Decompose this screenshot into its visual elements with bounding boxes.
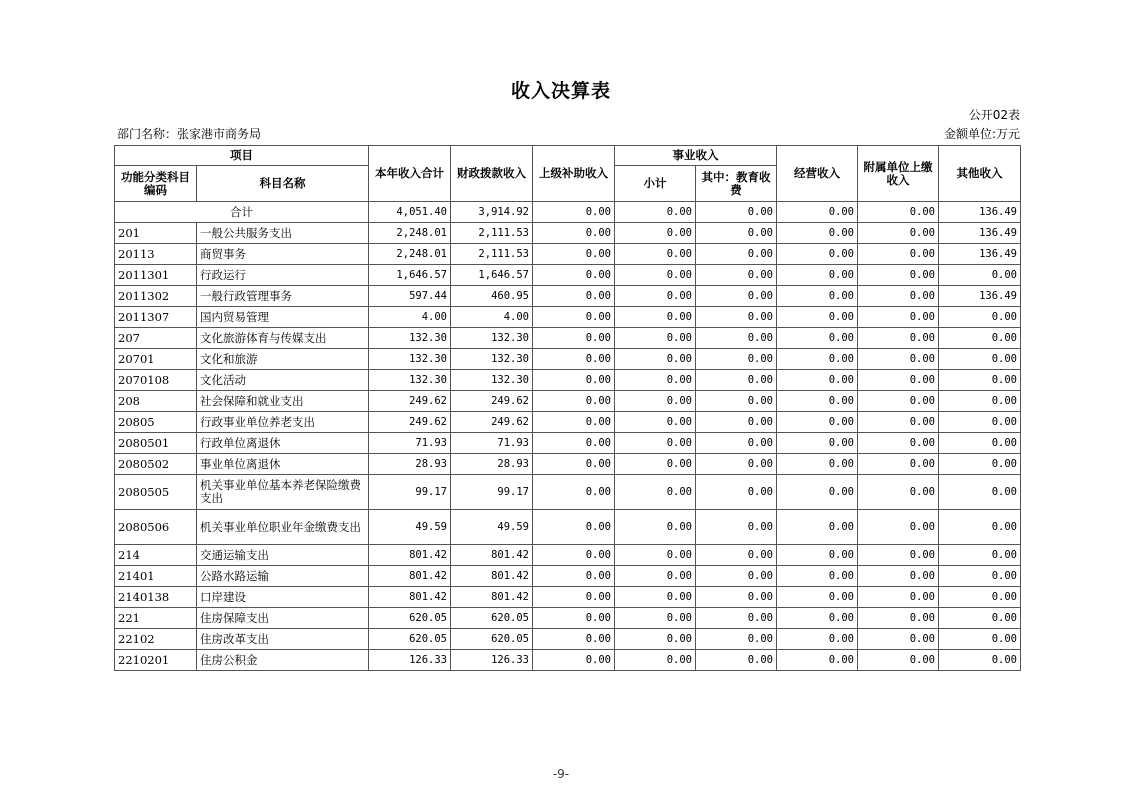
subject-code: 207 (115, 328, 197, 349)
subject-name: 机关事业单位职业年金缴费支出 (197, 510, 369, 545)
subject-name: 事业单位离退休 (197, 454, 369, 475)
subject-code: 20701 (115, 349, 197, 370)
table-row (115, 587, 1021, 608)
amount-cell: 620.05 (369, 629, 451, 650)
amount-cell: 0.00 (533, 391, 615, 412)
amount-cell: 0.00 (939, 566, 1021, 587)
total-cell: 4,051.40 (369, 202, 451, 223)
amount-cell: 0.00 (777, 629, 858, 650)
amount-cell: 0.00 (533, 566, 615, 587)
amount-cell: 4.00 (369, 307, 451, 328)
amount-cell: 801.42 (369, 566, 451, 587)
amount-cell: 0.00 (939, 433, 1021, 454)
amount-cell: 0.00 (777, 349, 858, 370)
header-other: 其他收入 (939, 146, 1021, 202)
header-func-code: 功能分类科目编码 (115, 166, 197, 202)
total-cell: 0.00 (533, 202, 615, 223)
amount-cell: 0.00 (533, 307, 615, 328)
total-label: 合计 (115, 202, 369, 223)
total-cell: 0.00 (777, 202, 858, 223)
subject-code: 21401 (115, 566, 197, 587)
amount-cell: 0.00 (696, 433, 777, 454)
amount-cell: 0.00 (939, 587, 1021, 608)
amount-cell: 0.00 (939, 454, 1021, 475)
amount-cell: 0.00 (533, 349, 615, 370)
amount-cell: 0.00 (615, 629, 696, 650)
subject-name: 一般行政管理事务 (197, 286, 369, 307)
amount-cell: 0.00 (533, 328, 615, 349)
amount-cell: 0.00 (858, 608, 939, 629)
amount-cell: 0.00 (696, 454, 777, 475)
total-cell: 3,914.92 (451, 202, 533, 223)
amount-unit: 金额单位:万元 (943, 127, 1020, 141)
amount-cell: 2,111.53 (451, 244, 533, 265)
amount-cell: 0.00 (858, 286, 939, 307)
amount-cell: 0.00 (696, 412, 777, 433)
amount-cell: 620.05 (451, 629, 533, 650)
header-business-income: 事业收入 (615, 146, 777, 166)
amount-cell: 28.93 (369, 454, 451, 475)
table-row (115, 650, 1021, 671)
table-row (115, 223, 1021, 244)
subject-code: 20805 (115, 412, 197, 433)
amount-cell: 0.00 (533, 433, 615, 454)
table-row (115, 349, 1021, 370)
amount-cell: 0.00 (696, 370, 777, 391)
amount-cell: 620.05 (451, 608, 533, 629)
amount-cell: 0.00 (777, 510, 858, 545)
subject-code: 2140138 (115, 587, 197, 608)
amount-cell: 28.93 (451, 454, 533, 475)
subject-code: 2080502 (115, 454, 197, 475)
subject-name: 文化和旅游 (197, 349, 369, 370)
amount-cell: 0.00 (777, 286, 858, 307)
subject-name: 行政事业单位养老支出 (197, 412, 369, 433)
amount-cell: 0.00 (777, 433, 858, 454)
amount-cell: 0.00 (533, 510, 615, 545)
amount-cell: 0.00 (858, 433, 939, 454)
subject-code: 2070108 (115, 370, 197, 391)
amount-cell: 0.00 (696, 265, 777, 286)
amount-cell: 126.33 (369, 650, 451, 671)
amount-cell: 49.59 (369, 510, 451, 545)
header-operating: 经营收入 (777, 146, 858, 202)
amount-cell: 0.00 (939, 650, 1021, 671)
header-subtotal: 小计 (615, 166, 696, 202)
amount-cell: 0.00 (858, 223, 939, 244)
amount-cell: 0.00 (696, 307, 777, 328)
amount-cell: 0.00 (858, 629, 939, 650)
amount-cell: 0.00 (615, 454, 696, 475)
subject-code: 2080505 (115, 475, 197, 510)
page-title: 收入决算表 (510, 80, 611, 102)
amount-cell: 0.00 (777, 391, 858, 412)
header-education-fee: 其中：教育收费 (696, 166, 777, 202)
amount-cell: 126.33 (451, 650, 533, 671)
amount-cell: 0.00 (858, 566, 939, 587)
amount-cell: 801.42 (369, 545, 451, 566)
amount-cell: 249.62 (451, 391, 533, 412)
amount-cell: 0.00 (533, 286, 615, 307)
amount-cell: 0.00 (777, 328, 858, 349)
total-cell: 0.00 (696, 202, 777, 223)
amount-cell: 0.00 (777, 650, 858, 671)
amount-cell: 0.00 (777, 608, 858, 629)
amount-cell: 71.93 (451, 433, 533, 454)
amount-cell: 0.00 (615, 587, 696, 608)
total-row (115, 202, 1021, 223)
amount-cell: 0.00 (533, 545, 615, 566)
amount-cell: 132.30 (369, 370, 451, 391)
amount-cell: 0.00 (858, 587, 939, 608)
subject-code: 214 (115, 545, 197, 566)
table-row (115, 608, 1021, 629)
amount-cell: 0.00 (939, 510, 1021, 545)
amount-cell: 0.00 (615, 566, 696, 587)
amount-cell: 136.49 (939, 286, 1021, 307)
amount-cell: 0.00 (858, 650, 939, 671)
amount-cell: 0.00 (696, 223, 777, 244)
amount-cell: 0.00 (939, 475, 1021, 510)
amount-cell: 0.00 (615, 349, 696, 370)
amount-cell: 0.00 (615, 244, 696, 265)
form-number: 公开02表 (968, 108, 1020, 122)
amount-cell: 0.00 (615, 223, 696, 244)
amount-cell: 0.00 (939, 370, 1021, 391)
subject-name: 机关事业单位基本养老保险缴费支出 (197, 475, 369, 510)
amount-cell: 71.93 (369, 433, 451, 454)
amount-cell: 0.00 (858, 307, 939, 328)
amount-cell: 0.00 (615, 265, 696, 286)
amount-cell: 49.59 (451, 510, 533, 545)
amount-cell: 99.17 (451, 475, 533, 510)
table-row (115, 433, 1021, 454)
amount-cell: 0.00 (858, 412, 939, 433)
subject-name: 公路水路运输 (197, 566, 369, 587)
amount-cell: 0.00 (939, 349, 1021, 370)
amount-cell: 0.00 (696, 286, 777, 307)
amount-cell: 0.00 (858, 265, 939, 286)
amount-cell: 0.00 (696, 566, 777, 587)
amount-cell: 0.00 (533, 608, 615, 629)
amount-cell: 0.00 (858, 391, 939, 412)
amount-cell: 132.30 (369, 328, 451, 349)
table-row (115, 454, 1021, 475)
amount-cell: 0.00 (615, 370, 696, 391)
subject-name: 住房保障支出 (197, 608, 369, 629)
amount-cell: 0.00 (533, 454, 615, 475)
amount-cell: 0.00 (939, 265, 1021, 286)
amount-cell: 0.00 (696, 629, 777, 650)
amount-cell: 249.62 (369, 412, 451, 433)
subject-code: 22102 (115, 629, 197, 650)
amount-cell: 597.44 (369, 286, 451, 307)
amount-cell: 0.00 (615, 391, 696, 412)
department-name: 部门名称：张家港市商务局 (117, 127, 262, 141)
amount-cell: 0.00 (615, 328, 696, 349)
amount-cell: 0.00 (777, 223, 858, 244)
amount-cell: 0.00 (615, 307, 696, 328)
subject-name: 国内贸易管理 (197, 307, 369, 328)
amount-cell: 801.42 (451, 587, 533, 608)
amount-cell: 1,646.57 (451, 265, 533, 286)
subject-code: 2210201 (115, 650, 197, 671)
amount-cell: 0.00 (777, 412, 858, 433)
total-cell: 136.49 (939, 202, 1021, 223)
amount-cell: 0.00 (777, 244, 858, 265)
header-superior-subsidy: 上级补助收入 (533, 146, 615, 202)
amount-cell: 0.00 (533, 475, 615, 510)
amount-cell: 0.00 (533, 370, 615, 391)
amount-cell: 0.00 (533, 412, 615, 433)
page-number: -9- (552, 767, 570, 781)
amount-cell: 0.00 (777, 265, 858, 286)
subject-code: 2080501 (115, 433, 197, 454)
subject-name: 一般公共服务支出 (197, 223, 369, 244)
amount-cell: 0.00 (533, 265, 615, 286)
amount-cell: 0.00 (858, 510, 939, 545)
subject-code: 201 (115, 223, 197, 244)
subject-name: 交通运输支出 (197, 545, 369, 566)
subject-code: 221 (115, 608, 197, 629)
amount-cell: 0.00 (615, 545, 696, 566)
amount-cell: 0.00 (615, 608, 696, 629)
table-row (115, 545, 1021, 566)
total-cell: 0.00 (858, 202, 939, 223)
amount-cell: 0.00 (858, 454, 939, 475)
amount-cell: 136.49 (939, 223, 1021, 244)
amount-cell: 2,248.01 (369, 223, 451, 244)
subject-name: 社会保障和就业支出 (197, 391, 369, 412)
subject-name: 商贸事务 (197, 244, 369, 265)
amount-cell: 0.00 (858, 475, 939, 510)
header-affiliated: 附属单位上缴收入 (858, 146, 939, 202)
amount-cell: 132.30 (451, 370, 533, 391)
amount-cell: 620.05 (369, 608, 451, 629)
subject-code: 2080506 (115, 510, 197, 545)
amount-cell: 0.00 (939, 412, 1021, 433)
table-row (115, 265, 1021, 286)
amount-cell: 801.42 (369, 587, 451, 608)
table-row (115, 328, 1021, 349)
amount-cell: 0.00 (696, 244, 777, 265)
amount-cell: 2,111.53 (451, 223, 533, 244)
amount-cell: 132.30 (451, 328, 533, 349)
amount-cell: 0.00 (696, 475, 777, 510)
table-row (115, 286, 1021, 307)
header-total-income: 本年收入合计 (369, 146, 451, 202)
amount-cell: 0.00 (533, 629, 615, 650)
table-row (115, 412, 1021, 433)
amount-cell: 249.62 (451, 412, 533, 433)
amount-cell: 460.95 (451, 286, 533, 307)
amount-cell: 1,646.57 (369, 265, 451, 286)
amount-cell: 0.00 (696, 328, 777, 349)
subject-name: 文化旅游体育与传媒支出 (197, 328, 369, 349)
header-subject-name: 科目名称 (197, 166, 369, 202)
amount-cell: 0.00 (615, 433, 696, 454)
subject-code: 2011302 (115, 286, 197, 307)
amount-cell: 0.00 (858, 349, 939, 370)
amount-cell: 0.00 (696, 391, 777, 412)
amount-cell: 132.30 (451, 349, 533, 370)
table-row (115, 391, 1021, 412)
amount-cell: 0.00 (777, 566, 858, 587)
table-row (115, 307, 1021, 328)
amount-cell: 0.00 (696, 349, 777, 370)
amount-cell: 0.00 (777, 545, 858, 566)
table-row (115, 475, 1021, 510)
amount-cell: 4.00 (451, 307, 533, 328)
amount-cell: 136.49 (939, 244, 1021, 265)
amount-cell: 0.00 (858, 545, 939, 566)
amount-cell: 0.00 (777, 587, 858, 608)
subject-name: 口岸建设 (197, 587, 369, 608)
table-row (115, 629, 1021, 650)
subject-code: 208 (115, 391, 197, 412)
subject-name: 住房改革支出 (197, 629, 369, 650)
amount-cell: 2,248.01 (369, 244, 451, 265)
amount-cell: 0.00 (939, 629, 1021, 650)
amount-cell: 0.00 (939, 391, 1021, 412)
amount-cell: 0.00 (696, 587, 777, 608)
amount-cell: 0.00 (696, 545, 777, 566)
amount-cell: 0.00 (939, 608, 1021, 629)
amount-cell: 0.00 (777, 307, 858, 328)
amount-cell: 0.00 (615, 412, 696, 433)
amount-cell: 0.00 (939, 307, 1021, 328)
income-table (114, 145, 1021, 671)
amount-cell: 0.00 (533, 650, 615, 671)
amount-cell: 132.30 (369, 349, 451, 370)
subject-code: 2011307 (115, 307, 197, 328)
table-row (115, 510, 1021, 545)
amount-cell: 0.00 (858, 370, 939, 391)
amount-cell: 249.62 (369, 391, 451, 412)
amount-cell: 0.00 (533, 244, 615, 265)
table-row (115, 566, 1021, 587)
subject-name: 文化活动 (197, 370, 369, 391)
amount-cell: 0.00 (533, 587, 615, 608)
amount-cell: 0.00 (696, 608, 777, 629)
amount-cell: 801.42 (451, 545, 533, 566)
amount-cell: 0.00 (777, 475, 858, 510)
amount-cell: 0.00 (615, 650, 696, 671)
amount-cell: 99.17 (369, 475, 451, 510)
subject-code: 2011301 (115, 265, 197, 286)
amount-cell: 0.00 (777, 454, 858, 475)
total-cell: 0.00 (615, 202, 696, 223)
amount-cell: 0.00 (696, 650, 777, 671)
header-project: 项目 (115, 146, 369, 166)
amount-cell: 0.00 (615, 286, 696, 307)
amount-cell: 0.00 (615, 475, 696, 510)
header-fiscal: 财政拨款收入 (451, 146, 533, 202)
amount-cell: 0.00 (615, 510, 696, 545)
amount-cell: 0.00 (858, 244, 939, 265)
amount-cell: 801.42 (451, 566, 533, 587)
amount-cell: 0.00 (939, 328, 1021, 349)
subject-name: 住房公积金 (197, 650, 369, 671)
amount-cell: 0.00 (939, 545, 1021, 566)
amount-cell: 0.00 (858, 328, 939, 349)
table-row (115, 244, 1021, 265)
subject-code: 20113 (115, 244, 197, 265)
amount-cell: 0.00 (533, 223, 615, 244)
amount-cell: 0.00 (696, 510, 777, 545)
subject-name: 行政单位离退休 (197, 433, 369, 454)
amount-cell: 0.00 (777, 370, 858, 391)
subject-name: 行政运行 (197, 265, 369, 286)
table-row (115, 370, 1021, 391)
